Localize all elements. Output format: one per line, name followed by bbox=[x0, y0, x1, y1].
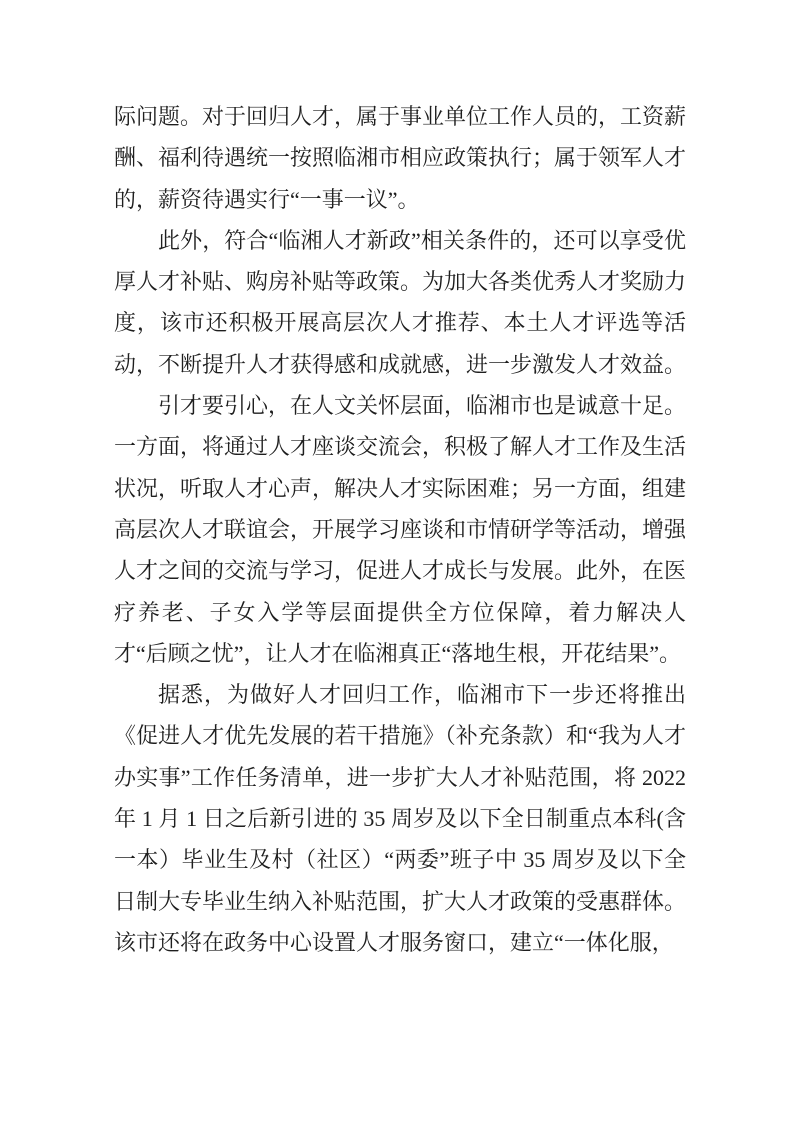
text-paragraph: 据悉，为做好人才回归工作，临湘市下一步还将推出《促进人才优先发展的若干措施》（补充条款）和“我为人才办实事”工作任务清单，进一步扩大人才补贴范围，将 2022 年 1 月 1 日之后新引进的 35 周岁及以下全日制重点本科(含一本）毕业生及村（社区）“两委”班子中 35 周岁及以下全日制大专毕业生纳入补贴范围，扩大人才政策的受惠群体。该市还将在政务中心设置人才服务窗口，建立“一体化服， bbox=[114, 682, 687, 955]
text-paragraph: 际问题。对于回归人才，属于事业单位工作人员的，工资薪酬、福利待遇统一按照临湘市相应政策执行；属于领军人才的，薪资待遇实行“一事一议”。 bbox=[114, 104, 687, 212]
text-paragraph: 引才要引心，在人文关怀层面，临湘市也是诚意十足。一方面，将通过人才座谈交流会，积极了解人才工作及生活状况，听取人才心声，解决人才实际困难；另一方面，组建高层次人才联谊会，开展学习座谈和市情研学等活动，增强人才之间的交流与学习，促进人才成长与发展。此外，在医疗养老、子女入学等层面提供全方位保障，着力解决人才“后顾之忧”，让人才在临湘真正“落地生根，开花结果”。 bbox=[114, 393, 687, 666]
text-paragraph: 此外，符合“临湘人才新政”相关条件的，还可以享受优厚人才补贴、购房补贴等政策。为加大各类优秀人才奖励力度，该市还积极开展高层次人才推荐、本土人才评选等活动，不断提升人才获得感和成就感，进一步激发人才效益。 bbox=[114, 227, 687, 377]
document-text-block bbox=[114, 96, 686, 963]
